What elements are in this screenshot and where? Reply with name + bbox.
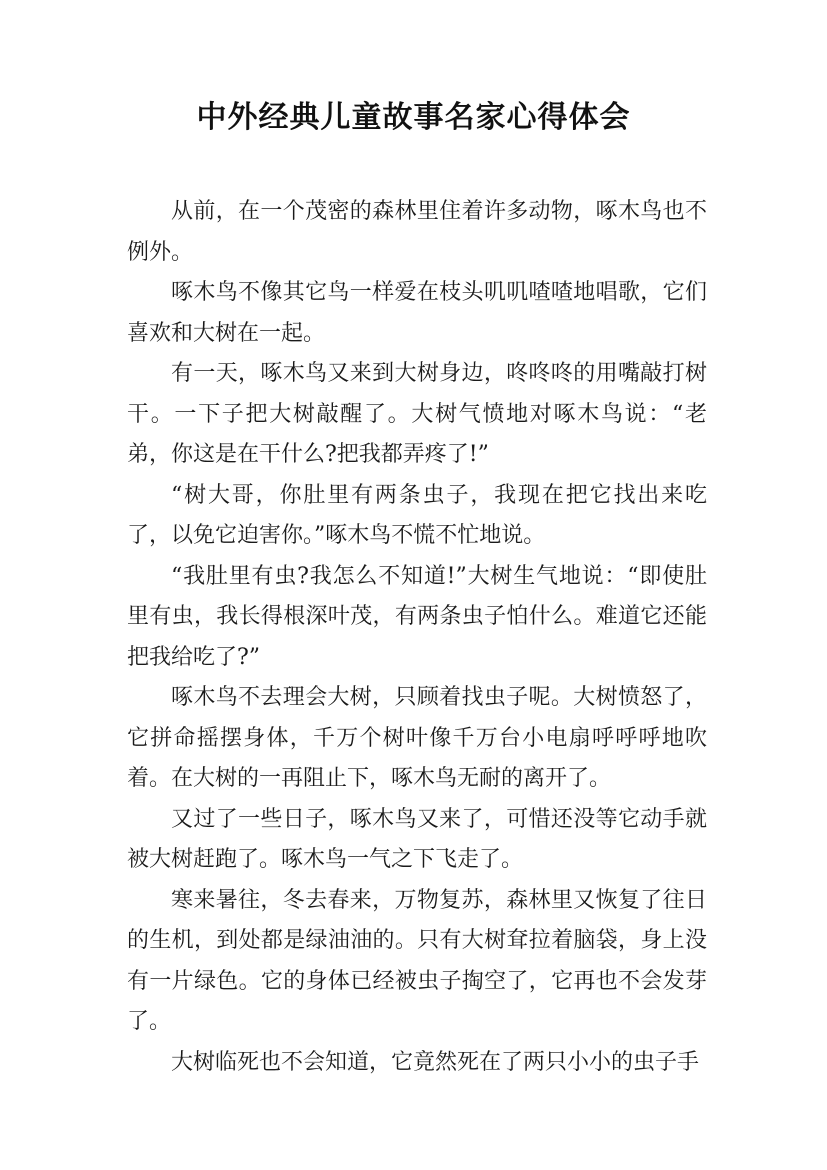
paragraph: 又过了一些日子，啄木鸟又来了，可惜还没等它动手就被大树赶跑了。啄木鸟一气之下飞走了。 — [127, 806, 707, 872]
document-title: 中外经典儿童故事名家心得体会 — [196, 100, 631, 135]
paragraph: “树大哥，你肚里有两条虫子，我现在把它找出来吃了，以免它迫害你。”啄木鸟不慌不忙地说。 — [127, 482, 707, 548]
document-body — [127, 192, 707, 1083]
paragraph: 从前，在一个茂密的森林里住着许多动物，啄木鸟也不例外。 — [127, 199, 707, 265]
paragraph: 寒来暑往，冬去春来，万物复苏，森林里又恢复了往日的生机，到处都是绿油油的。只有大树耷拉着脑袋，身上没有一片绿色。它的身体已经被虫子掏空了，它再也不会发芽了。 — [127, 887, 707, 1034]
paragraph: 有一天，啄木鸟又来到大树身边，咚咚咚的用嘴敲打树干。一下子把大树敲醒了。大树气愤地对啄木鸟说：“老弟，你这是在干什么?把我都弄疼了!” — [127, 361, 707, 467]
paragraph: 啄木鸟不去理会大树，只顾着找虫子呢。大树愤怒了，它拼命摇摆身体，千万个树叶像千万台小电扇呼呼呼地吹着。在大树的一再阻止下，啄木鸟无耐的离开了。 — [127, 685, 707, 791]
paragraph: 大树临死也不会知道，它竟然死在了两只小小的虫子手 — [171, 1049, 700, 1075]
paragraph: 啄木鸟不像其它鸟一样爱在枝头叽叽喳喳地唱歌，它们喜欢和大树在一起。 — [127, 280, 707, 346]
paragraph: “我肚里有虫?我怎么不知道!”大树生气地说：“即使肚里有虫，我长得根深叶茂，有两条虫子怕什么。难道它还能把我给吃了?” — [127, 563, 707, 670]
